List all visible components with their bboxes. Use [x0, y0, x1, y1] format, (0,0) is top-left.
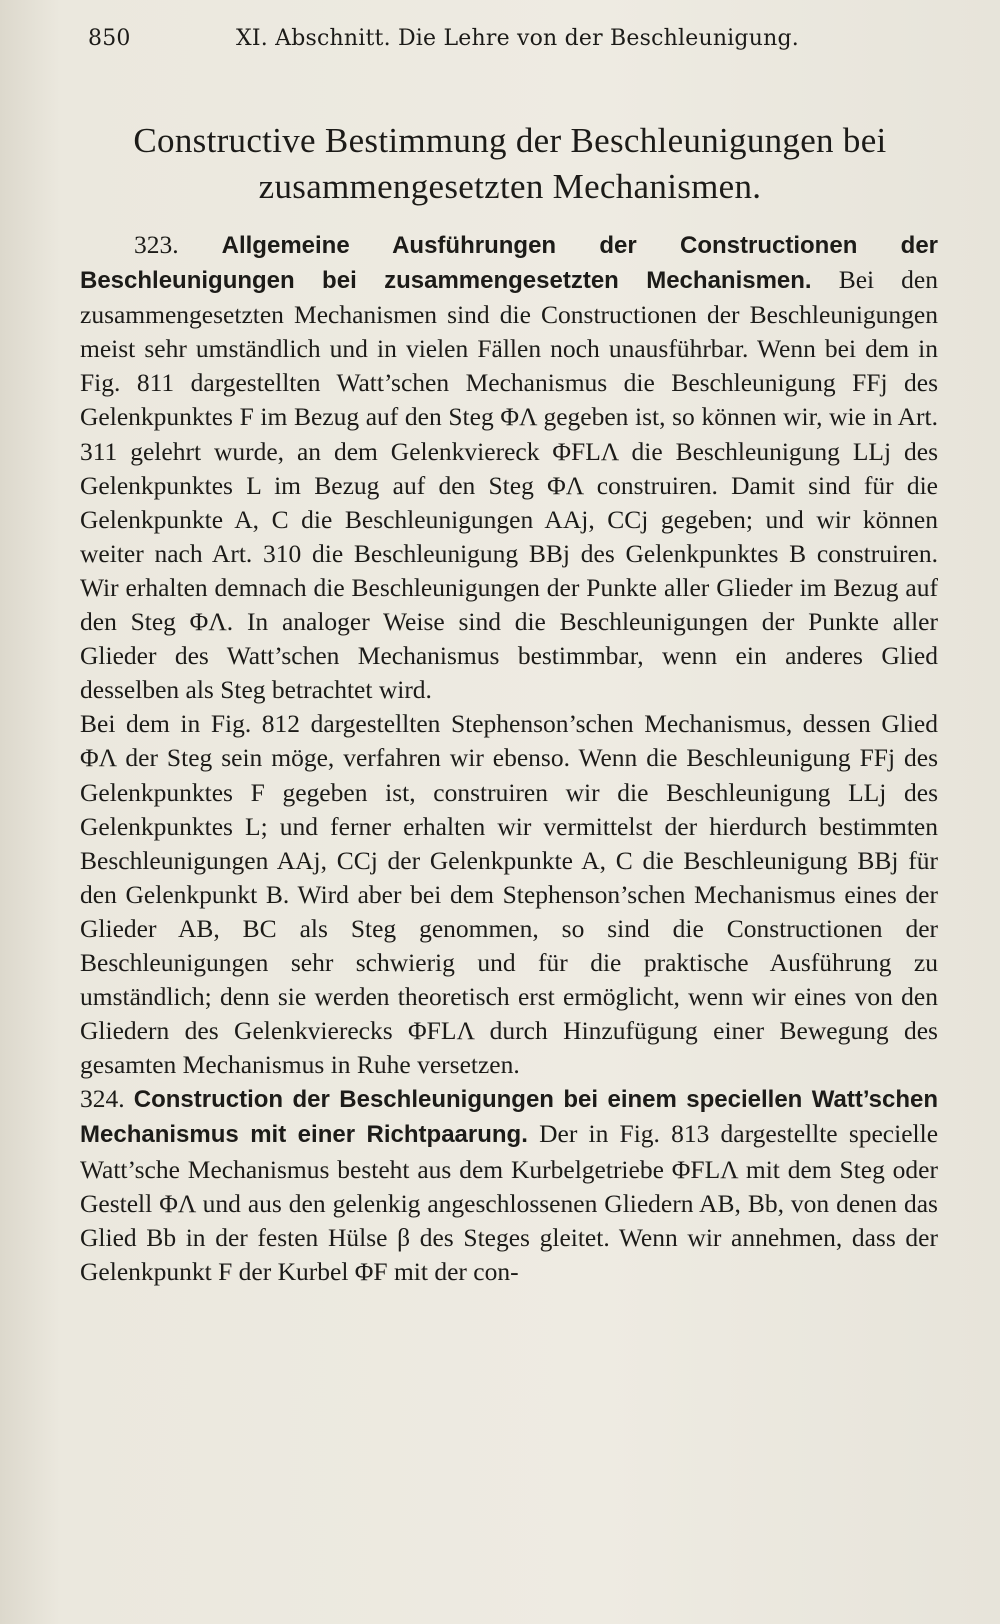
chapter-title-line-2: zusammengesetzten Mechanismen. — [258, 167, 762, 206]
section-324-paragraph-1 — [80, 1082, 938, 1289]
running-title: XI. Abschnitt. Die Lehre von der Beschleunigung. — [236, 26, 799, 51]
section-number: 323. — [134, 230, 179, 259]
section-number: 324. — [80, 1084, 125, 1114]
paragraph-text: Der in Fig. 813 dargestellte specielle Watt’sche Mechanismus besteht aus dem Kurbelgetriebe ΦFLΛ mit dem Steg oder Gestell ΦΛ und aus den gelenkig angeschlossenen Gliedern AB, Bb, von denen das Glied Bb in der festen Hülse β des Steges gleitet. Wenn wir annehmen, dass der Gelenkpunkt F der Kurbel ΦF mit der con- — [80, 1119, 939, 1286]
body-text — [80, 228, 938, 1289]
section-heading: Construction der Beschleunigungen bei einem speciellen Watt’schen Mechanismus mit einer Richtpaarung. — [80, 1086, 939, 1149]
section-323-paragraph-1 — [80, 228, 938, 707]
section-323-paragraph-2: Bei dem in Fig. 812 dargestellten Stephenson’schen Mechanismus, dessen Glied ΦΛ der Steg sein möge, verfahren wir ebenso. Wenn die Beschleunigung FFj des Gelenkpunktes F gegeben ist, construiren wir die Beschleunigung LLj des Gelenkpunktes L; und ferner erhalten wir vermittelst der hierdurch bestimmten Beschleunigungen AAj, CCj der Gelenkpunkte A, C die Beschleunigung BBj für den Gelenkpunkt B. Wird aber bei dem Stephenson’schen Mechanismus eines der Glieder AB, BC als Steg genommen, so sind die Constructionen der Beschleunigungen sehr schwierig und für die praktische Ausführung zu umständlich; denn sie werden theoretisch erst ermöglicht, wenn wir eines von den Gliedern des Gelenkvierecks ΦFLΛ durch Hinzufügung einer Bewegung des gesamten Mechanismus in Ruhe versetzen. — [80, 709, 938, 1080]
chapter-title-line-1: Constructive Bestimmung der Beschleunigungen bei — [133, 121, 887, 160]
paragraph-text: Bei den zusammengesetzten Mechanismen sind die Constructionen der Beschleunigungen meist sehr umständlich und in vielen Fällen noch unausführbar. Wenn bei dem in Fig. 811 dargestellten Watt’schen Mechanismus die Beschleunigung FFj des Gelenkpunktes F im Bezug auf den Steg ΦΛ gegeben ist, so können wir, wie in Art. 311 gelehrt wurde, an dem Gelenkviereck ΦFLΛ die Beschleunigung LLj des Gelenkpunktes L im Bezug auf den Steg ΦΛ construiren. Damit sind für die Gelenkpunkte A, C die Beschleunigungen AAj, CCj gegeben; und wir können weiter nach Art. 310 die Beschleunigung BBj des Gelenkpunktes B construiren. Wir erhalten demnach die Beschleunigungen der Punkte aller Glieder im Bezug auf den Steg ΦΛ. In analoger Weise sind die Beschleunigungen der Punkte aller Glieder des Watt’schen Mechanismus bestimmbar, wenn ein anderes Glied desselben als Steg betrachtet wird. — [80, 265, 938, 705]
section-heading: Allgemeine Ausführungen der Constructionen der Beschleunigungen bei zusammengesetzten Mechanismen. — [80, 232, 939, 295]
page-number: 850 — [88, 26, 131, 51]
chapter-title — [80, 118, 940, 210]
